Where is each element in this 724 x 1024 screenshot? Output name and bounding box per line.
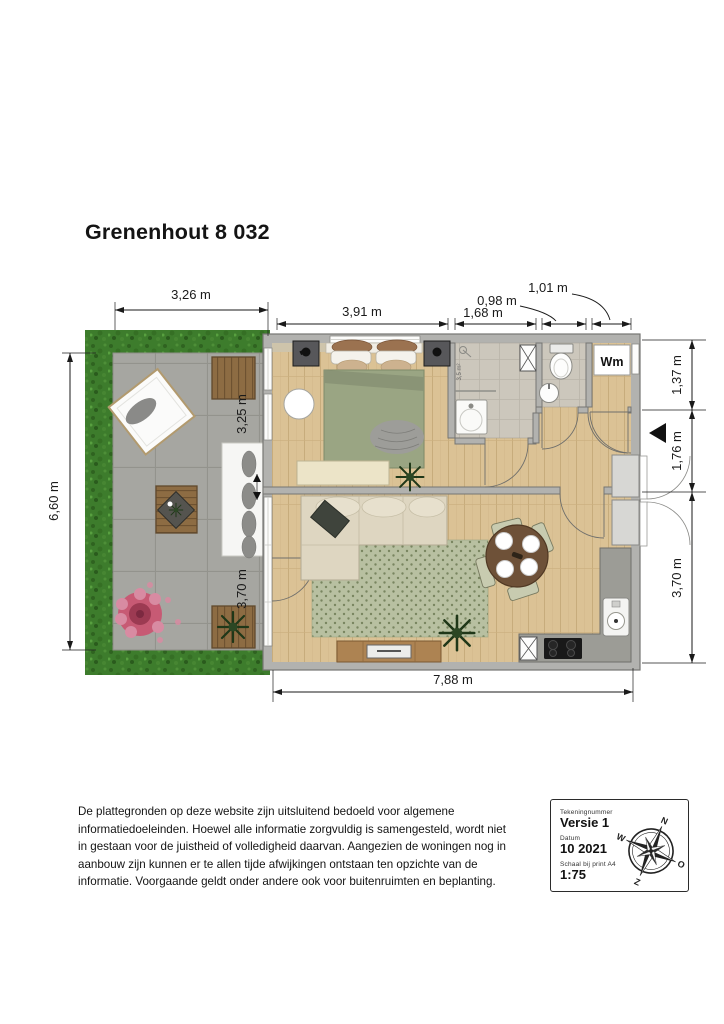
toilet — [550, 353, 572, 379]
compass-rose-icon — [609, 811, 693, 891]
dim-toilet-width: 0,98 m — [477, 293, 517, 308]
plant-icon — [218, 612, 248, 642]
dim-bedroom-width: 3,91 m — [342, 304, 382, 319]
awning-lounge — [222, 443, 263, 558]
deck-square-top — [212, 357, 255, 399]
dim-terrace-upper: 3,25 m — [234, 394, 249, 434]
page-title: Grenenhout 8 032 — [85, 220, 270, 244]
dim-garden-depth: 6,60 m — [46, 481, 61, 521]
date-label: Datum — [560, 835, 581, 843]
compass-east: O — [675, 858, 687, 871]
dim-storage-width: 1,01 m — [528, 280, 568, 295]
vent-shaft — [520, 345, 536, 371]
dim-right-top: 1,37 m — [669, 355, 684, 395]
bathroom-area-label: 3,5 m² — [457, 363, 463, 381]
garden — [85, 330, 270, 675]
dim-right-middle: 1,76 m — [669, 431, 684, 471]
dim-bathroom-width: 1,68 m — [463, 305, 503, 320]
scale-label: Schaal bij print A4 — [560, 861, 616, 869]
compass-west: W — [614, 831, 627, 844]
leader-lines — [520, 294, 610, 321]
compass-north: N — [659, 814, 670, 827]
kitchen-vent-shaft — [520, 637, 537, 660]
drawing-number-label: Tekeningnummer — [560, 809, 613, 816]
scale-value: 1:75 — [560, 867, 587, 883]
plant-icon — [397, 464, 424, 491]
cooktop — [544, 638, 582, 659]
storage-closet — [594, 345, 630, 375]
tv-cabinet — [337, 641, 441, 662]
bathroom-sink — [456, 400, 487, 434]
entrance-arrow-icon — [649, 423, 666, 443]
washing-machine-label: Wm — [600, 355, 624, 369]
disclaimer-text: De plattegronden op deze website zijn uitsluitend bedoeld voor algemene informatiedoeleinden. Hoewel alle informatie zorgvuldig is samengesteld, wordt niet in gestaan voor de juistheid of volledigheid daarvan. Aangezien de woningen nog in aanbouw zijn kunnen er te allen tijde afwijkingen ontstaan ten opzichte van de informatie. Voorgaande geldt onder andere ook voor buitenruimten en beplanting. — [78, 805, 506, 889]
dim-terrace-lower: 3,70 m — [234, 569, 249, 609]
compass-south: Z — [632, 876, 642, 888]
house — [263, 334, 690, 670]
drawing-number-value: Versie 1 — [560, 815, 610, 831]
dim-right-bottom: 3,70 m — [669, 558, 684, 598]
plant-icon — [440, 616, 475, 651]
throw-blanket — [370, 420, 424, 454]
bedroom-bench — [297, 461, 389, 485]
drawing-info-box — [550, 799, 689, 892]
side-table — [284, 389, 314, 419]
kitchen-sink — [603, 598, 629, 636]
dim-garden-width: 3,26 m — [171, 287, 211, 302]
dim-house-width: 7,88 m — [433, 672, 473, 687]
date-value: 10 2021 — [560, 841, 607, 857]
